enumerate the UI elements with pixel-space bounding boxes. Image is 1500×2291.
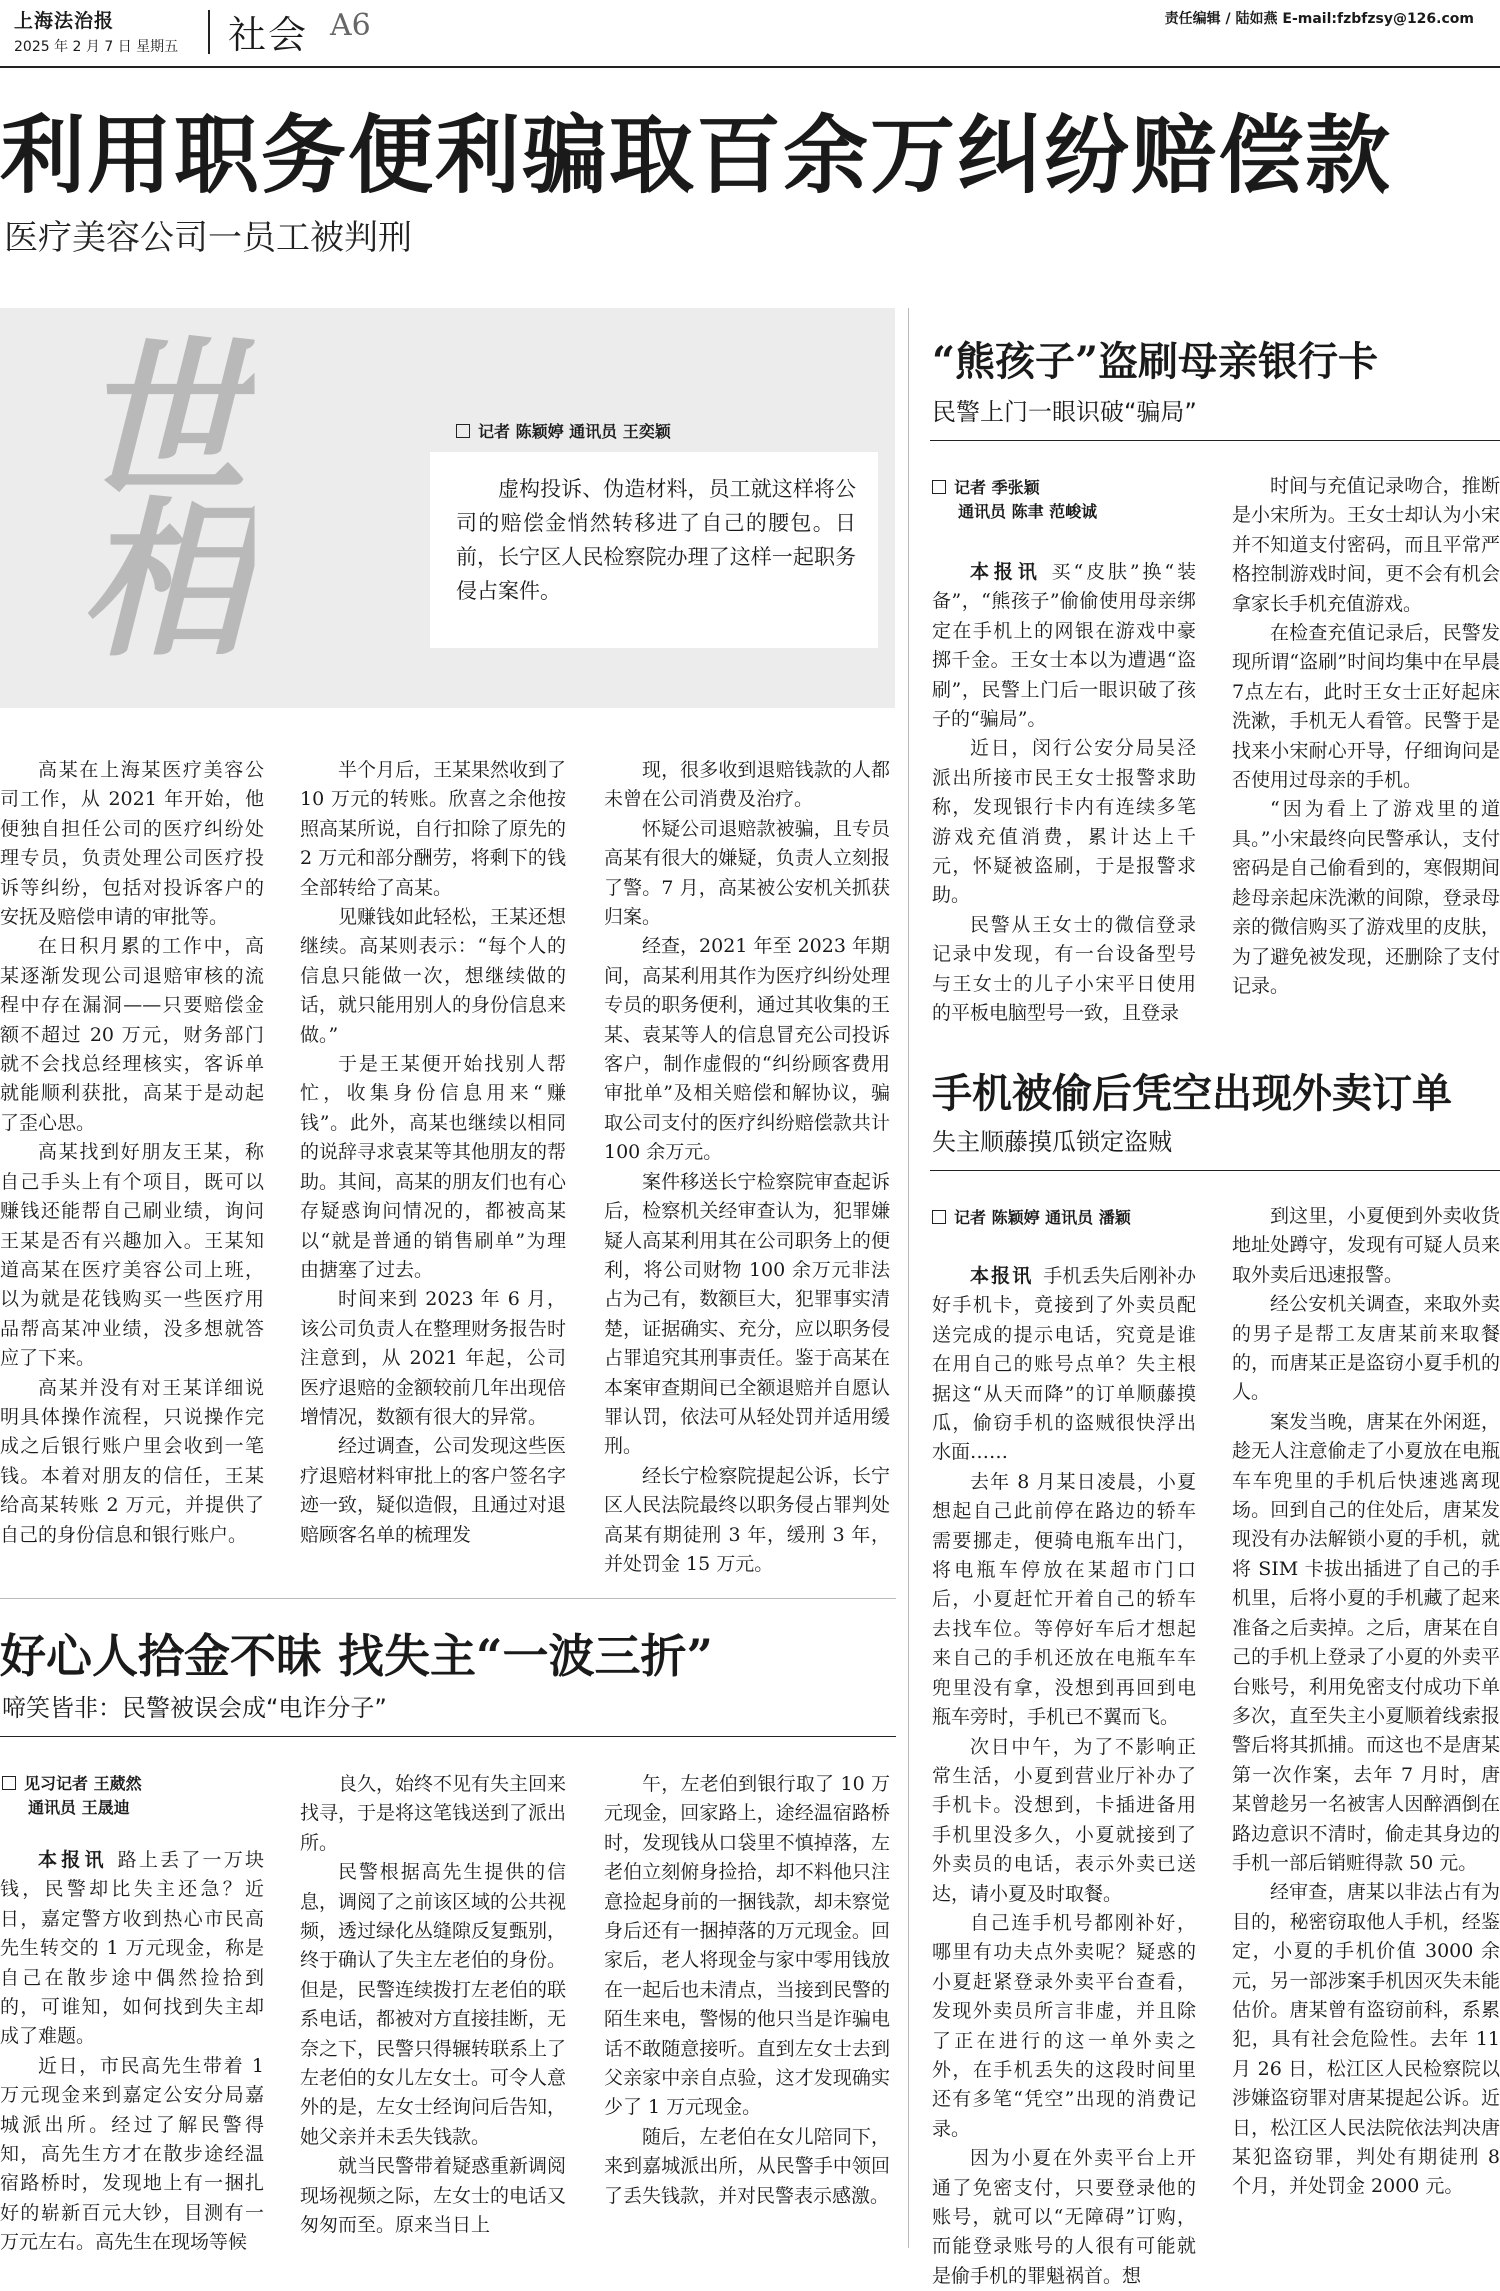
- article-paragraph: [300, 2152, 566, 2240]
- paragraph-text: 高某找到好朋友王某，称自己手头上有个项目，既可以赚钱还能帮自己刷业绩，询问王某是否有兴趣加入。王某知道高某在医疗美容公司上班，以为就是花钱购买一些医疗用品帮高某冲业绩，没多想就答应了下来。: [0, 1141, 264, 1370]
- paragraph-text: 时间来到 2023 年 6 月，该公司负责人在整理财务报告时注意到，从 2021 年起，公司医疗退赔的金额较前几年出现倍增情况，数额有很大的异常。: [300, 1288, 567, 1428]
- story2-col-2: [1232, 472, 1500, 997]
- article-paragraph: [300, 1770, 566, 1858]
- article-paragraph: [932, 1733, 1196, 1909]
- article-paragraph: [932, 558, 1196, 734]
- article-paragraph: [604, 815, 890, 933]
- article-paragraph: [1232, 1878, 1500, 2201]
- article-paragraph: [300, 903, 566, 1050]
- paragraph-text: 自己连手机号都刚补好，哪里有功夫点外卖呢？疑惑的小夏赶紧登录外卖平台查看，发现外卖员所言非虚，并且除了正在进行的这一单外卖之外，在手机丢失的这段时间里还有多笔“凭空”出现的消费记录。: [932, 1911, 1196, 2140]
- story3-col-2: [1232, 1202, 1500, 2248]
- story4-byline: 见习记者 王葳然 通讯员 王晟迪: [2, 1772, 142, 1820]
- story3-col-1: [932, 1262, 1196, 2287]
- article-paragraph: [932, 2144, 1196, 2291]
- paragraph-text: 良久，始终不见有失主回来找寻，于是将这笔钱送到了派出所。: [300, 1773, 567, 1854]
- story4-col-2: [300, 1770, 566, 2248]
- paragraph-text: 现，很多收到退赔钱款的人都未曾在公司消费及治疗。: [604, 759, 890, 811]
- story4-subhead: 啼笑皆非：民警被误会成“电诈分子”: [2, 1694, 387, 1722]
- dateline-label: 本报讯: [970, 1265, 1034, 1287]
- section-name: 社会: [228, 13, 309, 57]
- article-paragraph: [1232, 619, 1500, 795]
- article-paragraph: [1232, 1202, 1500, 1290]
- story4-headline: 好心人拾金不昧 找失主“一波三折”: [0, 1629, 713, 1683]
- paragraph-text: 见赚钱如此轻松，王某还想继续。高某则表示：“每个人的信息只能做一次，想继续做的话，就只能用别人的身份信息来做。”: [300, 906, 567, 1046]
- article-paragraph: [604, 1462, 890, 1580]
- article-paragraph: [0, 932, 264, 1138]
- story3-headline: 手机被偷后凭空出现外卖订单: [932, 1070, 1452, 1117]
- byline-box-icon: [456, 424, 470, 438]
- paragraph-text: 路上丢了一万块钱，民警却比失主还急？近日，嘉定警方收到热心市民高先生转交的 1 万元现金，称是自己在散步途中偶然捡拾到的，可谁知，如何找到失主却成了难题。: [0, 1849, 264, 2048]
- paragraph-text: 到这里，小夏便到外卖收货地址处蹲守，发现有可疑人员来取外卖后迅速报警。: [1232, 1205, 1500, 1286]
- article-paragraph: [932, 911, 1196, 1029]
- paragraph-text: “因为看上了游戏里的道具。”小宋最终向民警承认，支付密码是自己偷看到的，寒假期间趁母亲起床洗漱的间隙，登录母亲的微信购买了游戏里的皮肤，为了避免被发现，还删除了支付记录。: [1232, 798, 1500, 997]
- article-paragraph: [1232, 795, 1500, 1001]
- article-paragraph: [932, 734, 1196, 910]
- article-paragraph: [0, 1138, 264, 1373]
- story4-col-1: [0, 1846, 264, 2254]
- column-logo: 世相: [50, 330, 250, 650]
- byline-box-icon: [2, 1776, 16, 1790]
- dateline-label: 本报讯: [970, 561, 1042, 583]
- main-subhead: 医疗美容公司一员工被判刑: [4, 218, 412, 258]
- story2-rule: [930, 440, 1500, 441]
- paragraph-text: 案发当晚，唐某在外闲逛，趁无人注意偷走了小夏放在电瓶车车兜里的手机后快速逃离现场。回到自己的住处后，唐某发现没有办法解锁小夏的手机，就将 SIM 卡拔出插进了自己的手机里，后将小夏的手机藏了起来准备之后卖掉。之后，唐某在自己的手机上登录了小夏的外卖平台账号，利用免密支付成功下单多次，直至失主小夏顺着线索报警后将其抓捕。而这也不是唐某第一次作案，去年 7 月时，唐某曾趁另一名被害人因醉酒倒在路边意识不清时，偷走其身边的手机一部后销赃得款 50 元。: [1232, 1410, 1500, 1874]
- story2-headline: “熊孩子”盗刷母亲银行卡: [932, 338, 1379, 385]
- article-paragraph: [1232, 1408, 1500, 1879]
- story4-top-rule: [0, 1598, 896, 1599]
- paragraph-text: 在日积月累的工作中，高某逐渐发现公司退赔审核的流程中存在漏洞——只要赔偿金额不超过 20 万元，财务部门就不会找总经理核实，客诉单就能顺利获批，高某于是动起了歪心思。: [0, 935, 264, 1134]
- story3-rule: [930, 1170, 1500, 1171]
- paragraph-text: 高某并没有对王某详细说明具体操作流程，只说操作完成之后银行账户里会收到一笔钱。本着对朋友的信任，王某给高某转账 2 万元，并提供了自己的身份信息和银行账户。: [0, 1376, 264, 1546]
- article-paragraph: [604, 756, 890, 815]
- paragraph-text: 于是王某便开始找别人帮忙，收集身份信息用来“赚钱”。此外，高某也继续以相同的说辞寻求袁某等其他朋友的帮助。其间，高某的朋友们也有心存疑惑询问情况的，都被高某以“就是普通的销售刷单”为理由搪塞了过去。: [300, 1053, 567, 1281]
- article-paragraph: [300, 1432, 566, 1550]
- article-paragraph: [932, 1262, 1196, 1468]
- byline-box-icon: [932, 480, 946, 494]
- article-paragraph: [604, 2123, 890, 2211]
- paragraph-text: 买“皮肤”换“装备”，“熊孩子”偷偷使用母亲绑定在手机上的网银在游戏中豪掷千金。王女士本以为遭遇“盗刷”，民警上门后一眼识破了孩子的“骗局”。: [932, 561, 1196, 731]
- story2-subhead: 民警上门一眼识破“骗局”: [932, 398, 1197, 426]
- article-paragraph: [300, 756, 566, 903]
- paragraph-text: 近日，闵行公安分局吴泾派出所接市民王女士报警求助称，发现银行卡内有连续多笔游戏充值消费，累计达上千元，怀疑被盗刷，于是报警求助。: [932, 737, 1196, 907]
- byline-box-icon: [932, 1210, 946, 1224]
- story2-byline: 记者 季张颖 通讯员 陈聿 范峻诚: [932, 476, 1097, 524]
- masthead-rule: [0, 66, 1500, 68]
- story2-col-1: [932, 558, 1196, 1025]
- paragraph-text: 半个月后，王某果然收到了 10 万元的转账。欣喜之余他按照高某所说，自行扣除了原先的 2 万元和部分酬劳，将剩下的钱全部转给了高某。: [300, 759, 567, 899]
- article-paragraph: [0, 1374, 264, 1550]
- article-paragraph: [604, 1168, 890, 1462]
- story4-col-3: [604, 1770, 890, 2248]
- paragraph-text: 怀疑公司退赔款被骗，且专员高某有很大的嫌疑，负责人立刻报了警。7 月，高某被公安机关抓获归案。: [604, 817, 890, 929]
- article-paragraph: [0, 2052, 264, 2258]
- article-paragraph: [0, 756, 264, 932]
- paragraph-text: 经公安机关调查，来取外卖的男子是帮工友唐某前来取餐的，而唐某正是盗窃小夏手机的人。: [1232, 1293, 1500, 1404]
- paragraph-text: 案件移送长宁检察院审查起诉后，检察机关经审查认为，犯罪嫌疑人高某利用其在公司职务上的便利，将公司财物 100 余万元非法占为己有，数额巨大，犯罪事实清楚，证据确实、充分，应以职务侵占罪追究其刑事责任。鉴于高某在本案审查期间已全额退赔并自愿认罪认罚，依法可从轻处罚并适用缓刑。: [604, 1170, 890, 1458]
- paragraph-text: 经查，2021 年至 2023 年期间，高某利用其作为医疗纠纷处理专员的职务便利，通过其收集的王某、袁某等人的信息冒充公司投诉客户，制作虚假的“纠纷顾客费用审批单”及相关赔偿和解协议，骗取公司支付的医疗纠纷赔偿款共计 100 余万元。: [604, 935, 890, 1164]
- article-paragraph: [932, 1909, 1196, 2144]
- story3-subhead: 失主顺藤摸瓜锁定盗贼: [932, 1128, 1172, 1156]
- article-paragraph: [1232, 472, 1500, 619]
- dateline-label: 本报讯: [38, 1849, 108, 1871]
- paragraph-text: 随后，左老伯在女儿陪同下，来到嘉城派出所，从民警手中领回了丢失钱款，并对民警表示感激。: [604, 2125, 890, 2207]
- story4-rule: [0, 1736, 896, 1737]
- paragraph-text: 手机丢失后刚补办好手机卡，竟接到了外卖员配送完成的提示电话，究竟是谁在用自己的账号点单？失主根据这“从天而降”的订单顺藤摸瓜，偷窃手机的盗贼很快浮出水面……: [932, 1265, 1196, 1464]
- article-paragraph: [0, 1846, 264, 2052]
- paper-name: 上海法治报: [14, 10, 115, 32]
- article-paragraph: [1232, 1290, 1500, 1408]
- paragraph-text: 经审查，唐某以非法占有为目的，秘密窃取他人手机，经鉴定，小夏的手机价值 3000 余元，另一部涉案手机因灭失未能估价。唐某曾有盗窃前科，系累犯，具有社会危险性。去年 11 月 26 日，松江区人民检察院以涉嫌盗窃罪对唐某提起公诉。近日，松江区人民法院依法判决唐某犯盗窃罪，判处有期徒刑 8 个月，并处罚金 2000 元。: [1232, 1881, 1500, 2198]
- paragraph-text: 经过调查，公司发现这些医疗退赔材料审批上的客户签名字迹一致，疑似造假，且通过对退赔顾客名单的梳理发: [300, 1435, 567, 1546]
- paragraph-text: 因为小夏在外卖平台上开通了免密支付，只要登录他的账号，就可以“无障碍”订购，而能登录账号的人很有可能就是偷手机的罪魁祸首。想: [932, 2147, 1196, 2287]
- main-col-1: [0, 756, 264, 1546]
- article-paragraph: [300, 1858, 566, 2152]
- vertical-divider: [908, 308, 909, 2248]
- issue-date: 2025 年 2 月 7 日 星期五: [14, 39, 179, 55]
- paragraph-text: 午，左老伯到银行取了 10 万元现金，回家路上，途经温宿路桥时，发现钱从口袋里不慎掉落，左老伯立刻俯身捡拾，却不料他只注意捡起身前的一捆钱款，却未察觉身后还有一捆掉落的万元现金。回家后，老人将现金与家中零用钱放在一起后也未清点，当接到民警的陌生来电，警惕的他只当是诈骗电话不敢随意接听。直到左女士去到父亲家中亲自点验，这才发现确实少了 1 万元现金。: [604, 1773, 890, 2119]
- main-col-3: [604, 756, 890, 1575]
- paragraph-text: 民警根据高先生提供的信息，调阅了之前该区域的公共视频，透过绿化丛缝隙反复甄别，终于确认了失主左老伯的身份。但是，民警连续拨打左老伯的联系电话，都被对方直接挂断，无奈之下，民警只得辗转联系上了左老伯的女儿左女士。可令人意外的是，左女士经询问后告知，她父亲并未丢失钱款。: [300, 1861, 567, 2148]
- paragraph-text: 高某在上海某医疗美容公司工作，从 2021 年开始，他便独自担任公司的医疗纠纷处理专员，负责处理公司医疗投诉等纠纷，包括对投诉客户的安抚及赔偿申请的审批等。: [0, 759, 264, 929]
- paragraph-text: 民警从王女士的微信登录记录中发现，有一台设备型号与王女士的儿子小宋平日使用的平板电脑型号一致，且登录: [932, 913, 1196, 1025]
- paragraph-text: 经长宁检察院提起公诉，长宁区人民法院最终以职务侵占罪判处高某有期徒刑 3 年，缓刑 3 年，并处罚金 15 万元。: [604, 1464, 890, 1575]
- paragraph-text: 就当民警带着疑惑重新调阅现场视频之际，左女士的电话又匆匆而至。原来当日上: [300, 2155, 567, 2237]
- paragraph-text: 近日，市民高先生带着 1 万元现金来到嘉定公安分局嘉城派出所。经过了解民警得知，高先生方才在散步途经温宿路桥时，发现地上有一捆扎好的崭新百元大钞，目测有一万元左右。高先生在现场等候: [0, 2054, 264, 2254]
- paragraph-text: 时间与充值记录吻合，推断是小宋所为。王女士却认为小宋并不知道支付密码，而且平常严格控制游戏时间，更不会有机会拿家长手机充值游戏。: [1232, 475, 1500, 615]
- main-headline: 利用职务便利骗取百余万纠纷赔偿款: [0, 106, 1393, 206]
- paragraph-text: 去年 8 月某日凌晨，小夏想起自己此前停在路边的轿车需要挪走，便骑电瓶车出门，将电瓶车停放在某超市门口后，小夏赶忙开着自己的轿车去找车位。等停好车后才想起来自己的手机还放在电瓶车车兜里没有拿，没想到再回到电瓶车旁时，手机已不翼而飞。: [932, 1470, 1196, 1729]
- paragraph-text: 次日中午，为了不影响正常生活，小夏到营业厅补办了手机卡。没想到，卡插进备用手机里没多久，小夏就接到了外卖员的电话，表示外卖已送达，请小夏及时取餐。: [932, 1735, 1196, 1905]
- article-paragraph: [932, 1468, 1196, 1733]
- masthead-divider: [208, 10, 210, 54]
- story3-byline: 记者 陈颖婷 通讯员 潘颖: [932, 1206, 1131, 1230]
- main-col-2: [300, 756, 567, 1546]
- editor-credit: 责任编辑 / 陆如燕 E-mail:fzbfzsy@126.com: [1164, 11, 1474, 27]
- page-number: A6: [330, 8, 371, 43]
- article-paragraph: [604, 1770, 890, 2123]
- article-paragraph: [300, 1050, 566, 1285]
- article-paragraph: [604, 932, 890, 1167]
- paragraph-text: 在检查充值记录后，民警发现所谓“盗刷”时间均集中在早晨7点左右，此时王女士正好起床洗漱，手机无人看管。民警于是找来小宋耐心开导，仔细询问是否使用过母亲的手机。: [1232, 622, 1500, 792]
- article-paragraph: [300, 1285, 566, 1432]
- main-intro: 虚构投诉、伪造材料，员工就这样将公司的赔偿金悄然转移进了自己的腰包。日前，长宁区人民检察院办理了这样一起职务侵占案件。: [456, 477, 856, 603]
- main-byline: 记者 陈颖婷 通讯员 王奕颖: [456, 420, 671, 444]
